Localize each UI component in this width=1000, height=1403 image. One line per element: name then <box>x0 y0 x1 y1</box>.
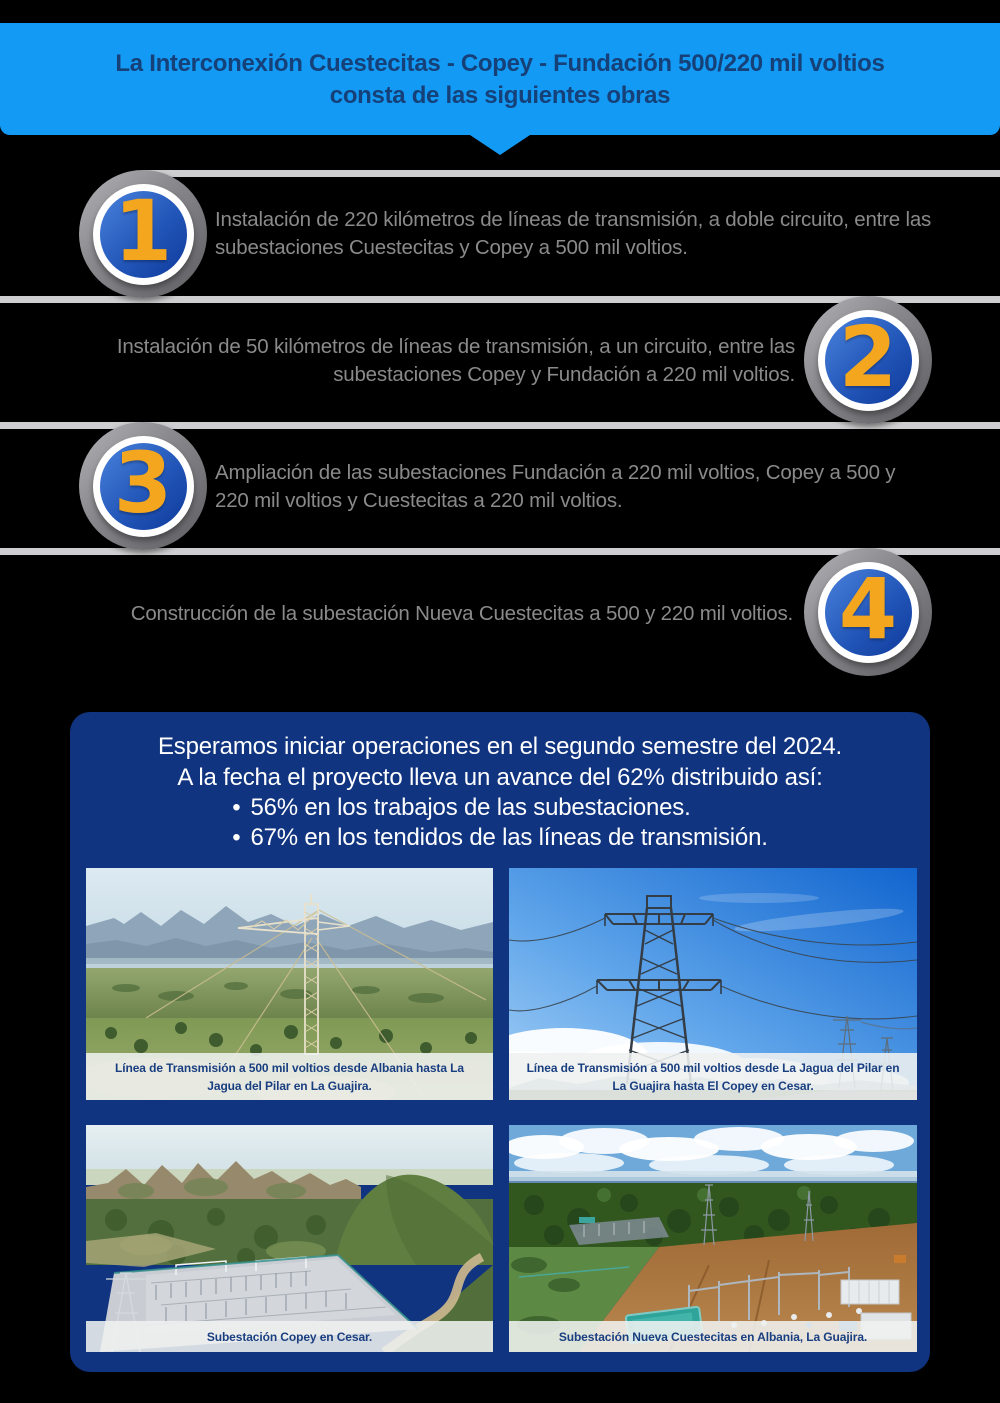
step-number: 3 <box>113 434 173 532</box>
bullet-icon: • <box>232 794 241 821</box>
photo-caption: Línea de Transmisión a 500 mil voltios desde La Jagua del Pilar en La Guajira hasta El Copey en Cesar. <box>509 1053 917 1100</box>
badge-white-ring <box>93 184 194 285</box>
step-4-text: Construcción de la subestación Nueva Cuestecitas a 500 y 220 mil voltios. <box>130 602 793 625</box>
badge-blue-circle <box>825 560 912 658</box>
badge-white-ring <box>818 310 919 411</box>
construction-site-illustration <box>509 1125 917 1352</box>
connector-bar <box>143 170 1000 177</box>
chevron-down-icon <box>470 135 530 155</box>
bullet-text: 67% en los tendidos de las líneas de transmisión. <box>250 824 768 851</box>
progress-bullet-lines <box>232 823 767 853</box>
progress-line2: A la fecha el proyecto lleva un avance del 62% distribuido así: <box>177 764 823 791</box>
step-number: 2 <box>838 308 898 406</box>
badge-white-ring <box>93 436 194 537</box>
step-number: 4 <box>838 560 898 658</box>
step-4-badge <box>804 548 932 676</box>
bullet-text: 56% en los trabajos de las subestaciones. <box>250 794 691 821</box>
step-3-text: Ampliación de las subestaciones Fundación a 220 mil voltios, Copey a 500 y 220 mil voltios y Cuestecitas a 220 mil voltios. <box>215 461 896 512</box>
banner-title-line1: La Interconexión Cuestecitas - Copey - Fundación 500/220 mil voltios <box>115 49 885 77</box>
photo-caption: Subestación Copey en Cesar. <box>86 1321 493 1352</box>
bullet-icon: • <box>232 824 241 851</box>
badge-blue-circle <box>100 182 187 280</box>
photo-caption: Línea de Transmisión a 500 mil voltios desde Albania hasta La Jagua del Pilar en La Guajira. <box>86 1053 493 1100</box>
photo-subestacion-copey <box>86 1125 493 1352</box>
substation-hills-illustration <box>86 1125 493 1352</box>
step-1-text: Instalación de 220 kilómetros de líneas de transmisión, a doble circuito, entre las subestaciones Cuestecitas y Copey a 500 mil voltios. <box>215 208 932 259</box>
badge-white-ring <box>818 562 919 663</box>
step-2-text: Instalación de 50 kilómetros de líneas de transmisión, a un circuito, entre las subestaciones Copey y Fundación a 220 mil voltios. <box>116 335 795 386</box>
badge-blue-circle <box>100 434 187 532</box>
banner-title-line2: consta de las siguientes obras <box>329 81 671 109</box>
progress-bullet-substations <box>232 793 767 823</box>
photo-linea-transmision-albania-la-jagua <box>86 868 493 1100</box>
progress-bullet-list <box>232 793 767 853</box>
step-3-badge <box>79 422 207 550</box>
photo-caption: Subestación Nueva Cuestecitas en Albania, La Guajira. <box>509 1321 917 1352</box>
step-number: 1 <box>113 182 173 280</box>
photo-linea-transmision-la-jagua-el-copey <box>509 868 917 1100</box>
step-1-badge <box>79 170 207 298</box>
badge-blue-circle <box>825 308 912 406</box>
progress-panel <box>70 712 930 1372</box>
title-banner <box>0 23 1000 135</box>
photo-subestacion-nueva-cuestecitas <box>509 1125 917 1352</box>
progress-line1: Esperamos iniciar operaciones en el segundo semestre del 2024. <box>157 733 842 760</box>
step-2-badge <box>804 296 932 424</box>
